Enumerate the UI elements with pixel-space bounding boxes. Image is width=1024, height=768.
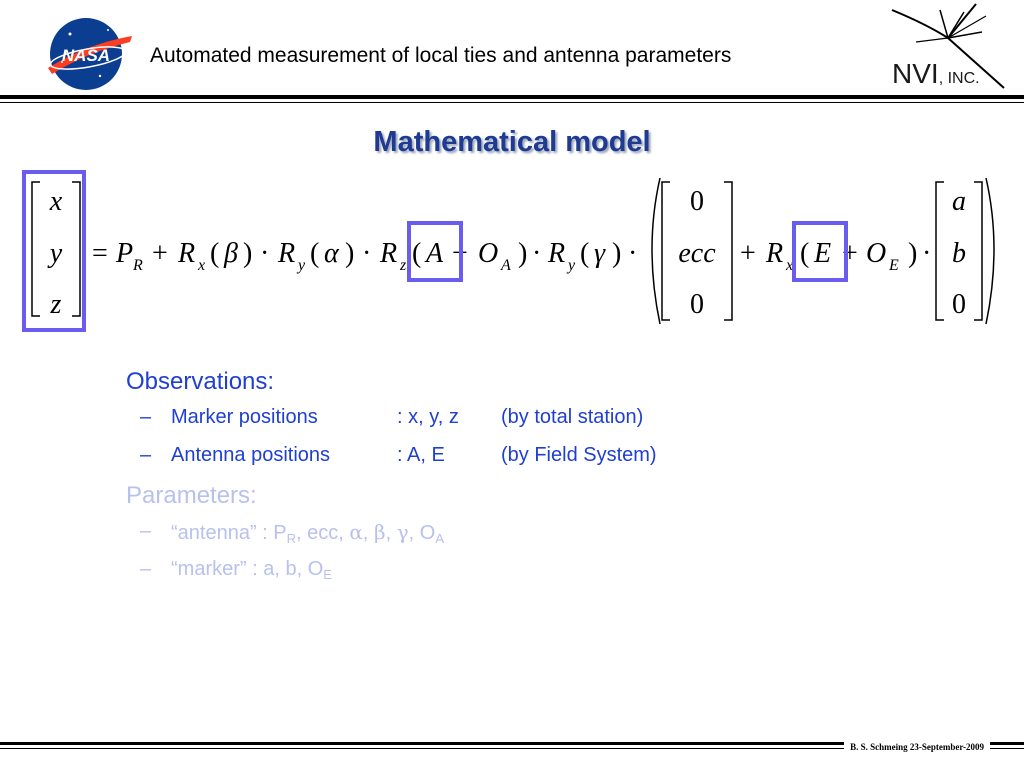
svg-text:R: R <box>766 238 784 269</box>
svg-text:z: z <box>400 257 407 274</box>
sep-1: , <box>362 522 375 544</box>
header-rule-thin <box>0 102 1024 103</box>
observations-heading: Observations: <box>126 368 275 395</box>
pr-subscript: R <box>286 531 297 546</box>
svg-text:O: O <box>478 238 499 269</box>
svg-text:): ) <box>243 238 253 269</box>
parameters-heading: Parameters: <box>126 482 257 509</box>
bullet-dash: – <box>140 520 152 542</box>
svg-text:): ) <box>908 238 918 269</box>
marker-label: “marker” : a, b, O <box>171 558 324 580</box>
svg-text:(: ( <box>800 238 810 269</box>
slide-title: Automated measurement of local ties and antenna parameters <box>150 44 732 67</box>
equation <box>0 170 1024 340</box>
sep-2: , <box>385 522 397 544</box>
antenna-mid: , ecc, <box>296 522 350 544</box>
marker-formula <box>740 238 931 274</box>
marker-vector-a: a <box>952 186 966 217</box>
observation-source: (by total station) <box>501 406 644 428</box>
ecc-vector-top: 0 <box>690 186 704 217</box>
nvi-logo-suffix: , INC. <box>938 70 980 87</box>
observation-item <box>140 444 657 482</box>
svg-text:A: A <box>501 257 511 274</box>
bullet-dash: – <box>140 444 152 466</box>
svg-text:·: · <box>532 238 542 269</box>
svg-text:): ) <box>345 238 355 269</box>
bullet-list <box>126 368 657 596</box>
nvi-logo-text <box>892 58 980 90</box>
lhs-y: y <box>49 238 63 269</box>
footer-credit: B. S. Schmeing 23-September-2009 <box>844 740 990 754</box>
observation-item <box>140 406 644 444</box>
svg-text:R: R <box>380 238 398 269</box>
nvi-logo-main: NVI <box>892 58 939 89</box>
transformation-formula <box>92 238 637 274</box>
observation-vars: : A, E <box>397 444 445 466</box>
marker-vector-b: b <box>952 238 966 269</box>
svg-text:+: + <box>842 238 858 269</box>
gamma-symbol: γ <box>396 520 409 544</box>
ecc-vector-mid: ecc <box>678 238 716 269</box>
alpha-symbol: α <box>349 520 363 544</box>
svg-text:E: E <box>814 238 832 269</box>
svg-text:(: ( <box>580 238 590 269</box>
svg-text:β: β <box>224 238 238 269</box>
antenna-o: , O <box>408 522 436 544</box>
lhs-z: z <box>50 289 62 320</box>
marker-vector-zero: 0 <box>952 289 966 320</box>
svg-text:R: R <box>278 238 296 269</box>
parameter-marker-text <box>171 558 332 582</box>
svg-text:·: · <box>922 238 932 269</box>
observation-source: (by Field System) <box>501 444 657 466</box>
svg-text:R: R <box>548 238 566 269</box>
svg-text:(: ( <box>412 238 422 269</box>
svg-text:): ) <box>518 238 528 269</box>
svg-text:y: y <box>568 257 576 274</box>
header-rule-thick <box>0 95 1024 99</box>
svg-text:·: · <box>628 238 638 269</box>
antenna-label: “antenna” : P <box>171 522 287 544</box>
svg-text:R: R <box>133 257 143 274</box>
svg-text:(: ( <box>310 238 320 269</box>
svg-text:P: P <box>116 238 134 269</box>
ecc-vector-bottom: 0 <box>690 289 704 320</box>
parameter-antenna-text <box>171 520 444 546</box>
svg-text:y: y <box>298 257 306 274</box>
svg-text:x: x <box>198 257 206 274</box>
nasa-logo <box>40 14 138 96</box>
lhs-x: x <box>49 186 63 217</box>
svg-text:O: O <box>866 238 887 269</box>
slide-heading: Mathematical model <box>373 126 651 158</box>
svg-text:γ: γ <box>594 238 606 269</box>
svg-text:(: ( <box>210 238 220 269</box>
parameter-marker <box>140 558 332 596</box>
svg-text:·: · <box>362 238 372 269</box>
bullet-dash: – <box>140 406 152 428</box>
svg-text:+: + <box>452 238 468 269</box>
observation-vars: : x, y, z <box>397 406 459 428</box>
svg-text:R: R <box>178 238 196 269</box>
observation-name: Marker positions <box>171 406 318 428</box>
beta-symbol: β <box>374 520 386 544</box>
bullet-dash: – <box>140 558 152 580</box>
oe-subscript: E <box>323 567 332 582</box>
svg-text:A: A <box>426 238 444 269</box>
svg-text:=: = <box>92 238 108 269</box>
svg-text:+: + <box>740 238 756 269</box>
nasa-logo-text: NASA <box>61 46 111 65</box>
svg-text:α: α <box>324 238 339 269</box>
parameter-antenna <box>140 520 444 558</box>
svg-text:): ) <box>612 238 622 269</box>
oa-subscript: A <box>435 531 444 546</box>
observation-name: Antenna positions <box>171 444 331 466</box>
svg-text:+: + <box>152 238 168 269</box>
svg-text:·: · <box>260 238 270 269</box>
svg-text:x: x <box>786 257 794 274</box>
svg-text:E: E <box>889 257 899 274</box>
